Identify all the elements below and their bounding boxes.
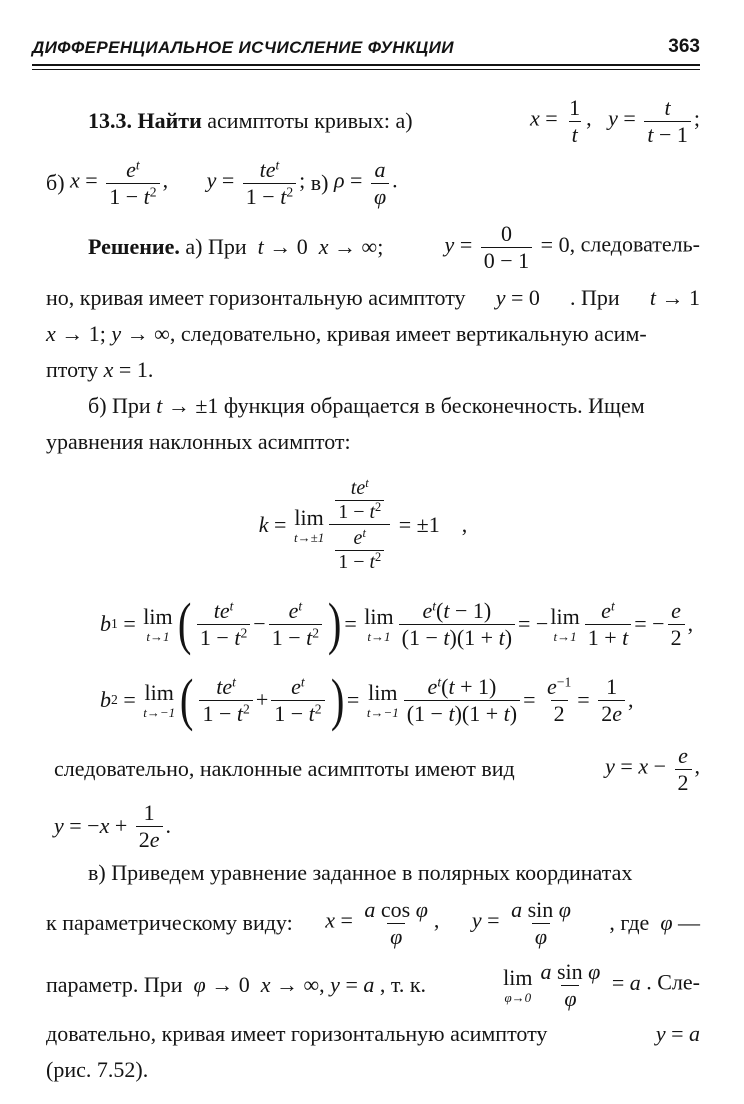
solution-a-line-2b: . При — [570, 285, 620, 310]
page-header — [32, 30, 700, 64]
solution-line-2 — [46, 280, 700, 316]
problem-number: 13.3. — [88, 108, 132, 133]
problem-b-label: б) — [46, 170, 65, 195]
page-number: 363 — [668, 36, 700, 57]
solution-b-line-1b: функция обращается в бесконечность. Ищем — [223, 393, 645, 418]
formula-asymptote-2: y = − x + $\frac{1}{2e}$ . — [54, 800, 172, 852]
running-head: ДИФФЕРЕНЦИАЛЬНОЕ ИСЧИСЛЕНИЕ ФУНКЦИИ — [32, 38, 454, 57]
solution-c-line-2a: к параметрическому виду: — [46, 910, 293, 935]
solution-c-line-2b: , где — [609, 910, 650, 935]
formula-y-eq-0: y = 0 — [495, 285, 540, 310]
problem-line-1 — [46, 90, 700, 152]
solution-a-text-2: следователь- — [580, 232, 700, 258]
solution-a-line-2a: но, кривая имеет горизонтальную асимптоту — [46, 285, 466, 310]
solution-c-line-3 — [46, 954, 700, 1016]
solution-c-line-2 — [46, 892, 700, 954]
solution-c-line-5 — [46, 1052, 700, 1088]
solution-c-line-3c: . Сле- — [646, 970, 700, 996]
formula-asymptote-1: y = x − $\frac{e}{2}$ , — [605, 743, 700, 795]
formula-b: x = $\frac{e^t}{1 - t^2}$ , y = $\frac{te^t}{1 - t^2}$ ; — [70, 157, 311, 209]
formula-y-zero: y = $\frac{0}{0 - 1}$ = 0, — [444, 221, 576, 273]
solution-b-line-1 — [46, 388, 700, 424]
formula-lim-phi: lim φ→0 $\frac{\text{a sin φ}}{\varphi}$ = a — [503, 959, 641, 1011]
solution-c-line-3b: , т. к. — [379, 972, 427, 997]
solution-c-line-5: (рис. 7.52). — [46, 1057, 149, 1082]
formula-t-to-pm1: t → ±1 — [156, 393, 224, 418]
formula-phi-to-0: φ → 0 x → ∞, y = a — [193, 972, 375, 997]
solution-label: Решение. — [88, 234, 180, 259]
solution-c-line-3a: параметр. При — [46, 972, 183, 997]
textbook-page — [32, 30, 700, 1088]
problem-line-2 — [46, 152, 700, 214]
solution-b-line-1a: б) При — [88, 393, 151, 418]
formula-phi: φ — — [660, 910, 700, 935]
solution-c-line-1: в) Приведем уравнение заданное в полярных координатах — [88, 860, 633, 885]
solution-line-4 — [46, 352, 700, 388]
equation-b2: b 2 = lim t→−1 ( $\frac{te^t}{1 - t^2}$ + $\frac{e^t}{1 - t^2}$ ) = lim t→−1 $\frac{e^t(t + 1)}{(1 - t)(1 + t)}$ = $\frac{e^{-1}}{2}$ = $\frac{1}{2e}$ , — [100, 667, 634, 732]
formula-t-to-1: t → 1 — [649, 285, 700, 310]
solution-b-conclusion-text: следовательно, наклонные асимптоты имеют вид — [54, 756, 515, 781]
problem-text: асимптоты кривых: а) — [207, 108, 413, 133]
formula-y-eq-a: y = a — [655, 1021, 700, 1046]
formula-a: x = $\frac{1}{t}$ , y = $\frac{t}{t - 1}$ ; — [529, 95, 700, 147]
equation-k: k = lim t→±1 $\frac{\frac{te^t}{1 - t^2}}{\frac{e^t}{1 - t^2}}$ = ±1 , — [258, 475, 468, 573]
formula-t-to-0: t → 0 x → ∞; — [257, 234, 384, 259]
formula-x-eq-1: x = 1. — [103, 357, 154, 382]
problem-v-label: в) — [310, 170, 329, 195]
solution-line-1 — [46, 214, 700, 280]
page-body — [46, 90, 700, 1088]
solution-c-line-1 — [46, 854, 700, 892]
solution-a-line-4: птоту — [46, 357, 99, 382]
problem-find-word: Найти — [137, 108, 202, 133]
solution-b-line-2: уравнения наклонных асимптот: — [46, 429, 351, 454]
solution-c-line-4: довательно, кривая имеет горизонтальную асимптоту — [46, 1021, 548, 1046]
solution-b-line-2 — [46, 424, 700, 460]
formula-x-to-1: x → 1; y → ∞ — [46, 321, 170, 346]
header-rule — [32, 64, 700, 70]
equation-b1: b 1 = lim t→1 ( $\frac{te^t}{1 - t^2}$ − $\frac{e^t}{1 - t^2}$ ) = lim t→1 $\frac{e^t(t - 1)}{(1 - t)(1 + t)}$ = − lim t→1 $\frac{e^t}{1 + t}$ = − $\frac{e}{2}$ , — [100, 591, 694, 656]
solution-a-line-3: , следовательно, кривая имеет вертикальную асим- — [169, 321, 647, 346]
formula-y-param: y = $\frac{\text{a sin φ}}{\varphi}$ — [471, 897, 571, 949]
solution-line-3 — [46, 316, 700, 352]
formula-x-param: x = $\frac{\text{a cos φ}}{\varphi}$ , — [325, 897, 440, 949]
solution-b-conclusion — [46, 740, 700, 798]
solution-a-text-1: а) При — [185, 234, 247, 259]
formula-c: ρ = $\frac{a}{\varphi}$ . — [333, 157, 398, 209]
solution-c-line-4 — [46, 1016, 700, 1052]
